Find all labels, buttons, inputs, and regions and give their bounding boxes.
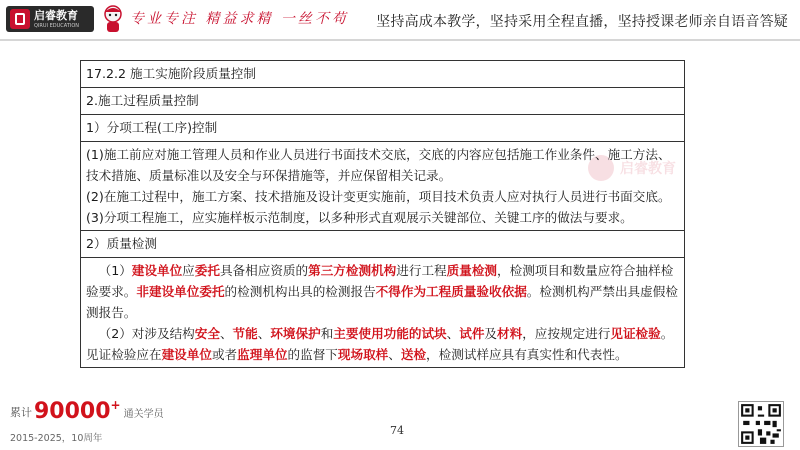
qr-code-icon <box>738 401 784 447</box>
text-run: 的监督下 <box>287 347 338 362</box>
highlight-text: 节能 <box>232 326 258 341</box>
text-run: 及 <box>484 326 498 341</box>
count-prefix: 累计 <box>10 406 32 419</box>
text-run: ，检测项目和数量应符合抽样检验要求。 <box>86 263 674 299</box>
text-run: （2）对涉及结构 <box>98 326 195 341</box>
highlight-text: 材料 <box>497 326 523 341</box>
highlight-text: 送检 <box>400 347 427 362</box>
highlight-text: 建设单位 <box>131 263 183 278</box>
testing-paragraph-2 <box>86 323 679 365</box>
text-run: 或者 <box>211 347 238 362</box>
count-plus: + <box>110 398 121 412</box>
text-run: 。见证检验应在 <box>86 326 674 362</box>
item1-paragraph-3: (3)分项工程施工，应实施样板示范制度，以多种形式直观展示关键部位、关键工序的做法与要求。 <box>86 210 633 225</box>
highlight-text: 第三方检测机构 <box>308 263 397 278</box>
highlight-text: 见证检验 <box>610 326 661 341</box>
content-table <box>80 60 685 368</box>
text-run: 、 <box>219 326 233 341</box>
subsection-title-row <box>81 88 684 115</box>
highlight-text: 非建设单位委托 <box>136 284 225 299</box>
tagline: 坚持高成本教学，坚持采用全程直播，坚持授课老师亲自语音答疑 <box>376 14 788 30</box>
item2-heading: 2）质量检测 <box>86 236 157 251</box>
count-number: 90000 <box>34 399 111 424</box>
section-title: 17.2.2 施工实施阶段质量控制 <box>86 66 256 81</box>
item1-paragraph-1-line-b: 技术措施、质量标准以及安全与环保措施等，并应保留相关记录。 <box>86 168 452 183</box>
text-run: （1） <box>98 263 132 278</box>
text-run: 具备相应资质的 <box>219 263 309 278</box>
anniversary-text: 2015-2025，10周年 <box>10 433 103 444</box>
logo-icon <box>10 9 30 29</box>
text-run: 。检测机构严禁出具虚假检测报告。 <box>86 284 678 320</box>
section-title-row <box>81 61 684 88</box>
text-run: 的检测机构出具的检测报告 <box>224 284 376 299</box>
watermark-text: 启睿教育 <box>620 161 676 177</box>
text-run: 、 <box>257 326 271 341</box>
text-run: ，检测试样应具有真实性和代表性。 <box>426 347 628 362</box>
item1-paragraph-2: (2)在施工过程中，施工方案、技术措施及设计变更实施前，项目技术负责人应对执行人员进行书面交底。 <box>86 189 671 204</box>
mascot-icon <box>100 4 126 34</box>
item1-paragraph-1 <box>86 144 679 186</box>
text-run: 、 <box>388 347 401 362</box>
highlight-text: 试件 <box>459 326 485 341</box>
highlight-text: 不得作为工程质量验收依据 <box>375 284 527 299</box>
highlight-text: 建设单位 <box>161 347 212 362</box>
logo-subtext: QIRUI EDUCATION <box>34 22 80 29</box>
header-divider <box>0 39 800 41</box>
item2-body-row <box>81 258 684 368</box>
highlight-text: 委托 <box>194 263 220 278</box>
page-header <box>0 0 800 40</box>
highlight-text: 安全 <box>194 326 220 341</box>
highlight-text: 环境保护 <box>270 326 321 341</box>
text-run: 应 <box>182 263 195 278</box>
item1-paragraph-1-line-a: (1)施工前应对施工管理人员和作业人员进行书面技术交底，交底的内容应包括施工作业条件、施工方法、 <box>86 147 671 162</box>
count-suffix: 通关学员 <box>123 409 164 420</box>
text-run: ，应按规定进行 <box>522 326 611 341</box>
item1-body-row <box>81 142 684 231</box>
item2-heading-row <box>81 231 684 258</box>
highlight-text: 质量检测 <box>446 263 498 278</box>
highlight-text: 主要使用功能的试块 <box>333 326 447 341</box>
highlight-text: 监理单位 <box>237 347 288 362</box>
highlight-text: 现场取样 <box>337 347 389 362</box>
logo-text: 启睿教育 <box>34 8 78 22</box>
brand-logo <box>6 6 94 32</box>
text-run: 和 <box>320 326 334 341</box>
slogan: 专业专注 精益求精 一丝不苟 <box>130 11 349 27</box>
text-run: 进行工程 <box>396 263 447 278</box>
item1-heading: 1）分项工程(工序)控制 <box>86 120 218 135</box>
testing-paragraph-1 <box>86 260 679 323</box>
page-number: 74 <box>390 424 404 437</box>
subsection-title: 2.施工过程质量控制 <box>86 93 199 108</box>
student-count <box>10 400 164 424</box>
item1-heading-row <box>81 115 684 142</box>
text-run: 、 <box>446 326 460 341</box>
